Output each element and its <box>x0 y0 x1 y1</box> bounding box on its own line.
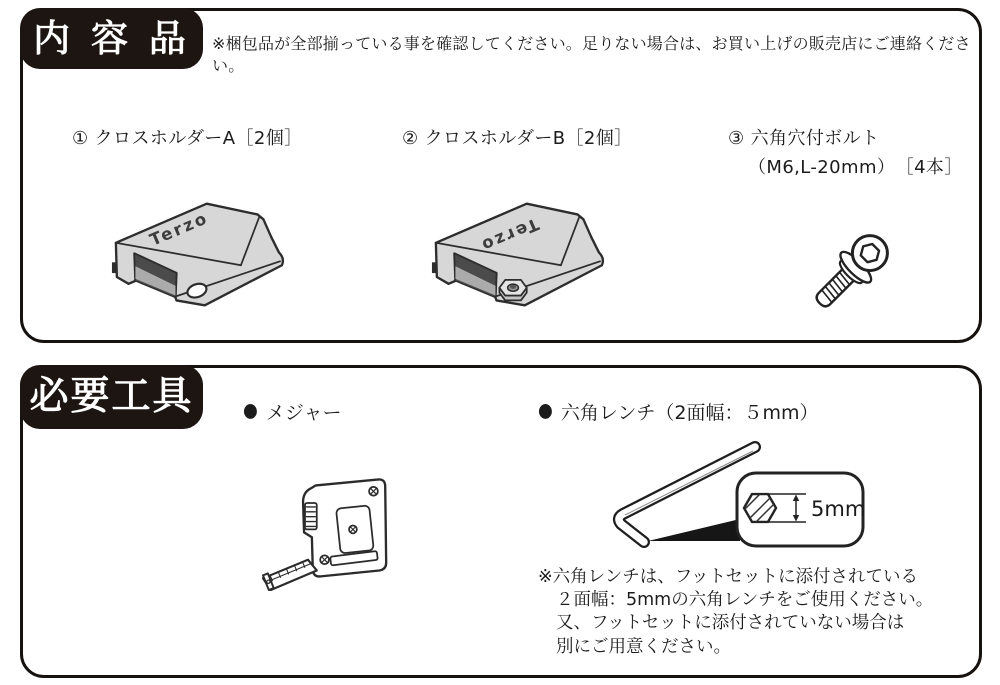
note-line: 別にご用意ください。 <box>556 636 731 657</box>
bracket-nut <box>499 280 526 301</box>
terzo-logo: Terzo <box>477 214 542 256</box>
bracket-tab-detail <box>112 262 116 273</box>
tool-row-hex-wrench <box>538 398 818 425</box>
bullet-icon: ● <box>243 399 258 423</box>
hex-wrench-illustration <box>590 434 882 569</box>
tools-note <box>538 566 933 659</box>
tool-label-tape-measure: メジャー <box>265 402 342 424</box>
contents-note: ※梱包品が全部揃っている事を確認してください。足りない場合は、お買い上げの販売店にご連絡ください。 <box>212 34 971 75</box>
item-label-hex-bolt-spec: （M6,L-20mm） ［4本］ <box>748 157 963 178</box>
hex-bolt-illustration <box>795 221 905 327</box>
bracket-tab-detail <box>432 262 436 273</box>
callout-5mm-label: 5mm <box>811 497 866 521</box>
cross-holder-a-illustration <box>97 191 293 318</box>
terzo-logo: Terzo <box>147 208 212 250</box>
tape-measure-illustration <box>262 458 438 638</box>
item-label-hex-bolt: ③ 六角穴付ボルト <box>728 128 880 149</box>
tool-row-tape-measure <box>243 398 341 425</box>
contents-title: 内 容 品 <box>20 8 203 69</box>
bullet-icon: ● <box>538 399 553 423</box>
tool-label-hex-wrench: 六角レンチ（2面幅：５mm） <box>560 402 819 424</box>
item-label-cross-holder-b: ② クロスホルダーB［2個］ <box>402 128 633 149</box>
note-line: 又、フットセットに添付されていない場合は <box>556 613 905 634</box>
item-label-cross-holder-a: ① クロスホルダーA［2個］ <box>72 128 303 149</box>
note-line: ※六角レンチは、フットセットに添付されている <box>538 567 918 587</box>
tools-title: 必要工具 <box>20 365 203 429</box>
callout-pointer <box>648 519 740 541</box>
cross-holder-b-illustration <box>417 191 613 318</box>
note-line: ２面幅：5mmの六角レンチをご使用ください。 <box>556 590 934 611</box>
